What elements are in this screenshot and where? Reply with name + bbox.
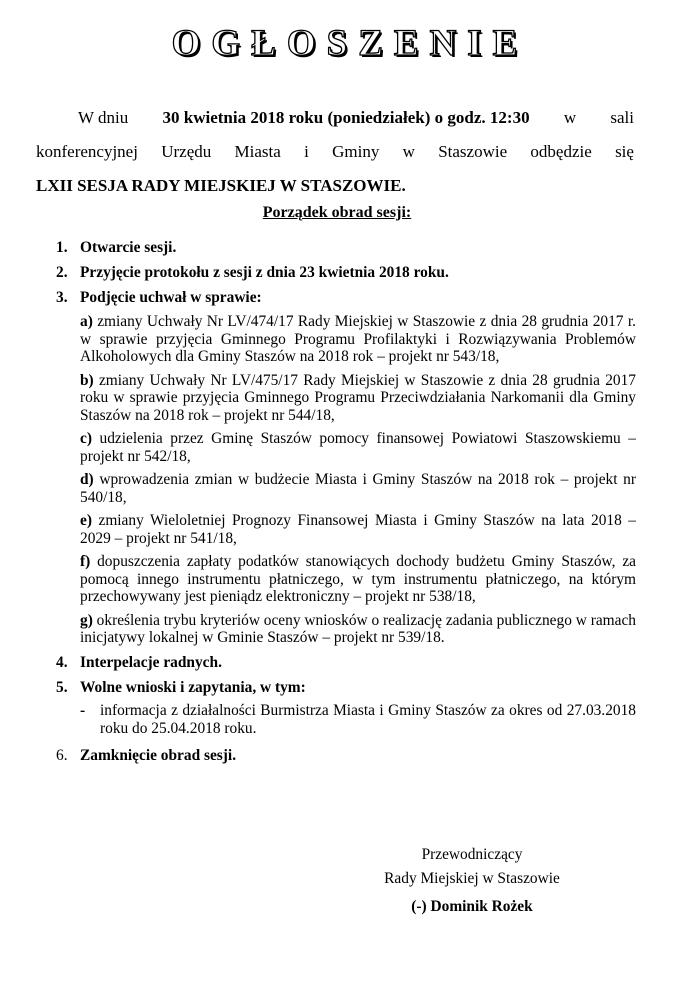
intro-text: sali (610, 108, 634, 127)
sub-letter: f) (80, 553, 91, 570)
resolution-list (56, 313, 636, 647)
sub-letter: e) (80, 512, 92, 529)
sub-text: zmiany Uchwały Nr LV/474/17 Rady Miejskiej w Staszowie z dnia 28 grudnia 2017 r. w sprawie przyjęcia Gminnego Programu Profilaktyki i Rozwiązywania Problemów Alkoholowych dla Gminy Staszów na 2018 rok – projekt nr 543/18, (80, 313, 636, 365)
resolution-e (80, 512, 636, 547)
agenda-list (56, 238, 636, 765)
agenda-item-4 (56, 653, 636, 672)
session-name: LXII SESJA RADY MIEJSKIEJ W STASZOWIE. (36, 176, 406, 195)
item-number: 6. (56, 746, 68, 764)
resolution-g (80, 612, 636, 647)
sub-letter: b) (80, 371, 94, 389)
intro-word: Gminy (332, 142, 380, 161)
sub-text: informacja z działalności Burmistrza Miasta i Gminy Staszów za okres od 27.03.2018 roku do 25.04.2018 roku. (100, 701, 636, 737)
intro-text: W dniu (78, 108, 129, 127)
intro-word: Urzędu (161, 142, 212, 161)
agenda-item-3 (56, 288, 636, 307)
agenda-item-2 (56, 263, 636, 282)
item-number: 4. (56, 653, 68, 671)
intro-line-1 (36, 101, 634, 135)
item-number: 5. (56, 678, 68, 696)
item-text: Interpelacje radnych. (80, 653, 222, 671)
sub-text: zmiany Uchwały Nr LV/475/17 Rady Miejskiej w Staszowie z dnia 28 grudnia 2017 roku w sprawie przyjęcia Gminnego Programu Przeciwdziałania Narkomanii dla Gminy Staszów na 2018 rok – projekt nr 544/18, (80, 371, 636, 424)
agenda-item-6 (56, 746, 636, 765)
sub-letter: d) (80, 471, 94, 488)
intro-word: się (615, 142, 634, 161)
resolution-a (80, 313, 636, 366)
sub-text: udzielenia przez Gminę Staszów pomocy finansowej Powiatowi Staszowskiemu – projekt nr 542/18, (80, 430, 636, 465)
intro-word: Miasta (234, 142, 281, 161)
page-title: OGŁOSZENIE (171, 23, 529, 64)
meeting-date: 30 kwietnia 2018 roku (poniedziałek) o godz. 12:30 (162, 108, 530, 127)
signature-block (360, 843, 584, 919)
sub-text: określenia trybu kryteriów oceny wniosków o realizację zadania publicznego w ramach inicjatywy lokalnej w Gminie Staszów – projekt nr 539/18. (80, 611, 636, 646)
item-number: 1. (56, 239, 68, 256)
sub-text: dopuszczenia zapłaty podatków stanowiących dochody budżetu Gminy Staszów, za pomocą innego instrumentu płatniczego, w tym instrumentu płatniczego, na którym przechowywany jest pieniądz elektroniczny – projekt nr 538/18, (80, 553, 636, 605)
item-text: Podjęcie uchwał w sprawie: (80, 289, 262, 306)
resolution-b (80, 372, 636, 425)
signatory-role: Przewodniczący (421, 846, 523, 863)
intro-word: i (304, 142, 309, 161)
item-text: Otwarcie sesji. (80, 239, 177, 256)
item-number: 2. (56, 264, 68, 281)
signatory-organization: Rady Miejskiej w Staszowie (384, 870, 560, 887)
item-number: 3. (56, 289, 68, 306)
sub-letter: g) (80, 611, 93, 629)
resolution-d (80, 471, 636, 506)
intro-word: w (402, 142, 415, 161)
resolution-c (80, 430, 636, 465)
resolution-f (80, 553, 636, 606)
intro-paragraph (36, 101, 634, 203)
intro-line-2 (36, 135, 634, 169)
sub-text: wprowadzenia zmian w budżecie Miasta i Gminy Staszów na 2018 rok – projekt nr 540/18, (80, 471, 636, 506)
agenda-item-1 (56, 238, 636, 257)
signatory-name: (-) Dominik Rożek (411, 898, 533, 915)
item-text: Wolne wnioski i zapytania, w tym: (80, 678, 306, 696)
item-text: Przyjęcie protokołu z sesji z dnia 23 kwietnia 2018 roku. (80, 264, 449, 281)
intro-text: w (563, 108, 577, 127)
agenda-heading: Porządek obrad sesji: (262, 204, 412, 221)
report-subitem (56, 702, 636, 738)
sub-text: zmiany Wieloletniej Prognozy Finansowej Miasta i Gminy Staszów na lata 2018 – 2029 – projekt nr 541/18, (80, 512, 636, 547)
dash-marker: - (80, 701, 86, 719)
sub-letter: c) (80, 430, 92, 447)
intro-word: Staszowie (438, 142, 508, 161)
item-text: Zamknięcie obrad sesji. (80, 746, 237, 764)
intro-word: konferencyjnej (36, 142, 138, 161)
sub-letter: a) (80, 313, 93, 330)
agenda-item-5 (56, 678, 636, 697)
intro-word: odbędzie (530, 142, 592, 161)
